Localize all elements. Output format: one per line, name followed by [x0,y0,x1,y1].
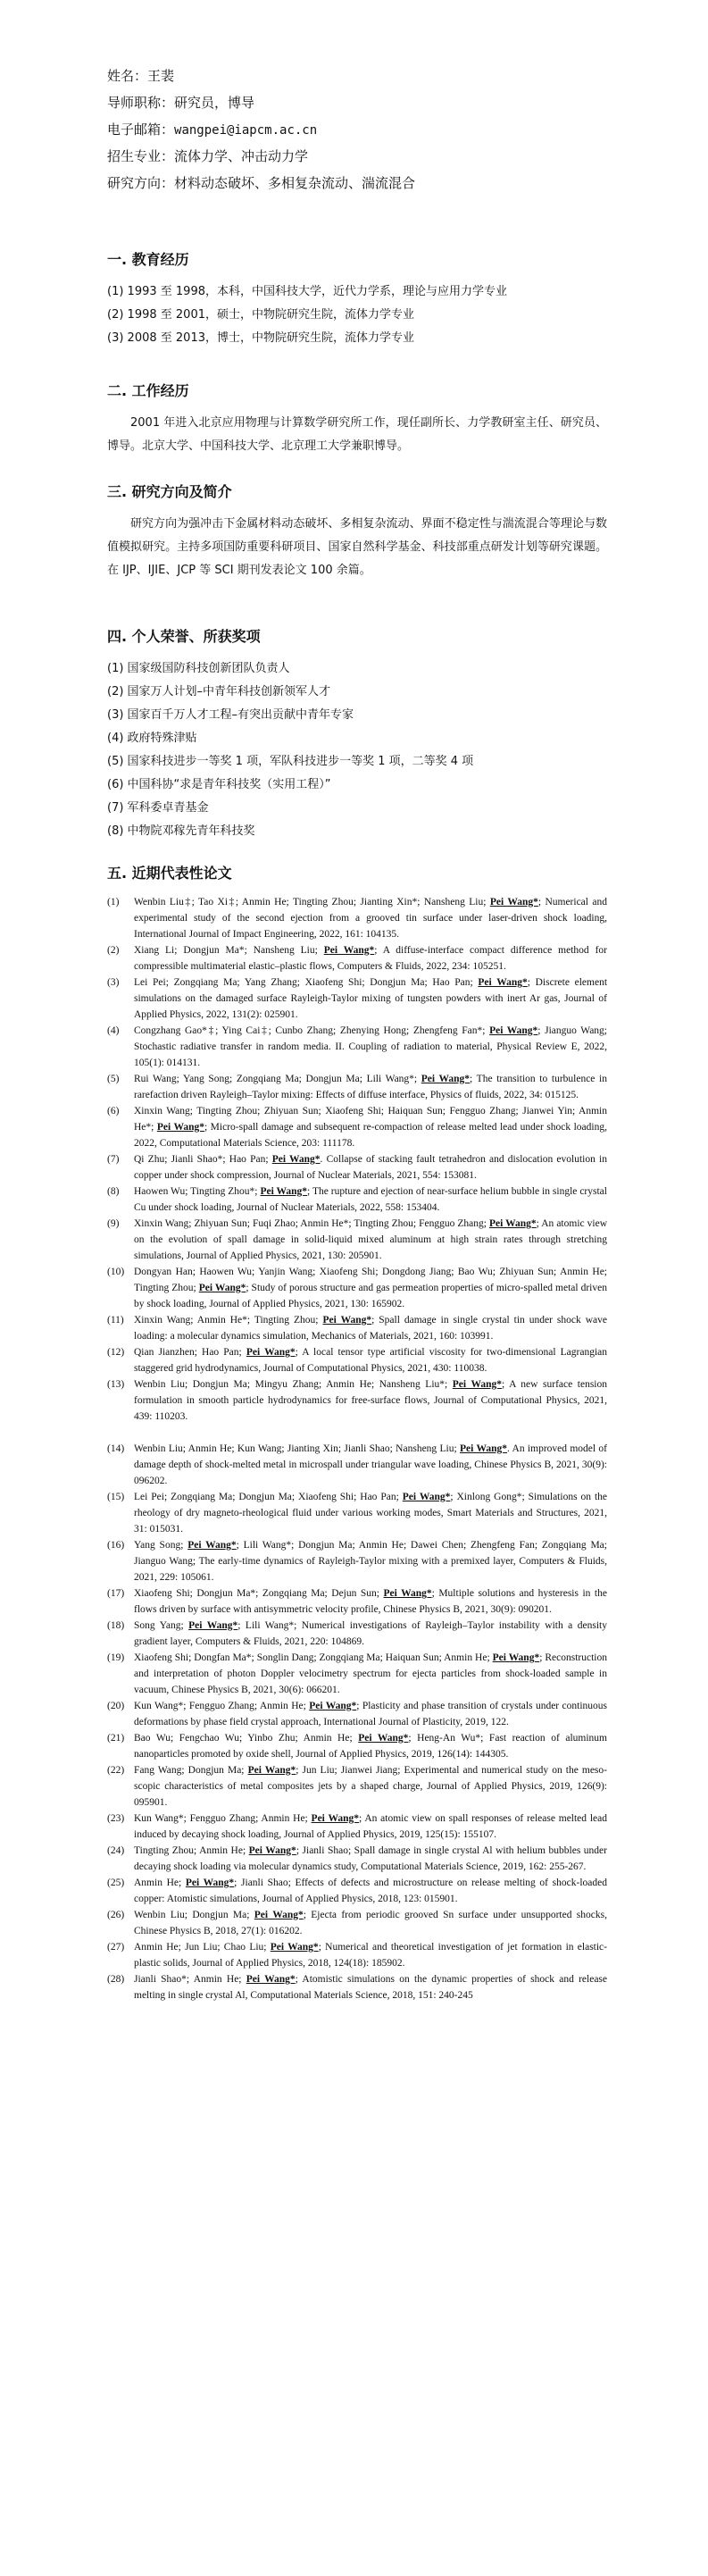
highlighted-author: Pei Wang* [489,897,538,907]
highlighted-author: Pei Wang* [358,1733,409,1744]
paper-details: ; Multiple solutions and hysteresis in the flows driven by surface with antisymmetric velocity profile, Chinese Physics B, 2021, 30(9): 090201. [134,1588,607,1615]
paper-details: ; An atomic view on spall responses of release melted lead induced by decaying shock loading, Journal of Applied Physics, 2019, 125(15): 155107. [134,1813,607,1840]
paper-citation [134,1344,607,1376]
paper-item [107,1151,607,1183]
honor-item: (7) 军科委卓青基金 [107,801,209,815]
paper-citation [134,974,607,1023]
education-item: (1) 1993 至 1998，本科，中国科技大学，近代力学系，理论与应用力学专业 [107,285,507,298]
paper-details: ; Plasticity and phase transition of crystals under continuous deformations by phase field crystal approach, International Journal of Plasticity, 2019, 122. [134,1701,607,1727]
research-text: 研究方向为强冲击下金属材料动态破坏、多相复杂流动、界面不稳定性与湍流混合等理论与数值模拟研究。主持多项国防重要科研项目、国家自然科学基金、科技部重点研发计划等研究课题。在 IJP、IJIE、JCP 等 SCI 期刊发表论文 100 余篇。 [107,517,607,577]
paper-item [107,1023,607,1071]
paper-details: . Collapse of stacking fault tetrahedron and dislocation evolution in copper under shock compression, Journal of Nuclear Materials, 2021, 554: 153081. [134,1154,607,1181]
profile-title: 导师职称：研究员，博导 [107,95,255,111]
paper-details: ; A local tensor type artificial viscosity for two-dimensional Lagrangian staggered grid hydrodynamics, Journal of Computational Physics, 2021, 430: 110038. [134,1347,607,1374]
paper-authors: Xinxin Wang; Tingting Zhou; Zhiyuan Sun; Xiaofeng Shi; Haiquan Sun; Fengguo Zhang; Jianwei Yin; Anmin He*; [134,1106,607,1133]
paper-item [107,1730,607,1762]
paper-item [107,1875,607,1907]
paper-item [107,1216,607,1264]
honor-item: (4) 政府特殊津贴 [107,732,197,745]
paper-details: ; Xinlong Gong*; Simulations on the rheology of dry magneto-rheological fluid under various working modes, Smart Materials and Structures, 2021, 31: 015031. [134,1492,608,1535]
paper-number: (14) [107,1443,125,1454]
paper-authors: Xiang Li; Dongjun Ma*; Nansheng Liu; [134,945,324,956]
paper-number: (7) [107,1154,120,1165]
paper-number: (17) [107,1588,125,1599]
research-title: 三. 研究方向及简介 [107,483,232,500]
paper-authors: Wenbin Liu; Dongjun Ma; Mingyu Zhang; Anmin He; Nansheng Liu*; [134,1379,453,1390]
papers-section [107,862,607,2003]
paper-number: (25) [107,1878,125,1888]
highlighted-author: Pei Wang* [311,1813,359,1824]
paper-item [107,1183,607,1216]
paper-item [107,1344,607,1376]
honor-item: (5) 国家科技进步一等奖 1 项，军队科技进步一等奖 1 项，二等奖 4 项 [107,755,474,768]
paper-details: ; Spall damage in single crystal tin under shock wave loading: a molecular dynamics simulation, Mechanics of Materials, 2021, 160: 103991. [134,1315,607,1342]
paper-item [107,1698,607,1730]
paper-number: (20) [107,1701,125,1711]
honor-item: (6) 中国科协“求是青年科技奖（实用工程）” [107,778,331,791]
paper-authors: Lei Pei; Zongqiang Ma; Dongjun Ma; Xiaofeng Shi; Hao Pan; [134,1492,403,1502]
highlighted-author: Pei Wang* [185,1878,235,1888]
paper-details: ; Reconstruction and interpretation of photon Doppler velocimetry spectrum for ejecta particles from shock-loaded sample in vacuum, Chinese Physics B, 2021, 30(6): 066201. [134,1652,607,1695]
paper-details: ; The transition to turbulence in rarefaction driven Rayleigh–Taylor mixing: Effects of diffuse interface, Physics of fluids, 2022, 34: 015125. [134,1074,607,1100]
highlighted-author: Pei Wang* [254,1910,304,1920]
paper-number: (19) [107,1652,125,1663]
paper-details: ; Lili Wang*; Numerical investigations of Rayleigh–Taylor instability with a density gradient layer, Computers & Fluids, 2021, 220: 104869. [134,1620,607,1647]
honor-item: (3) 国家百千万人才工程–有突出贡献中青年专家 [107,708,354,722]
highlighted-author: Pei Wang* [383,1588,432,1599]
paper-number: (6) [107,1106,120,1117]
honor-item: (2) 国家万人计划–中青年科技创新领军人才 [107,685,331,698]
paper-authors: Anmin He; [134,1878,186,1888]
paper-authors: Qi Zhu; Jianli Shao*; Hao Pan; [134,1154,272,1165]
profile-name: 姓名：王裴 [107,68,175,84]
paper-citation [134,1939,607,1971]
paper-details: ; Ejecta from periodic grooved Sn surface under unsupported shocks, Chinese Physics B, 2018, 27(1): 016202. [134,1910,607,1936]
paper-item [107,1618,607,1650]
paper-details: ; Numerical and experimental study of the second ejection from a grooved tin surface under laser-driven shock loading, International Journal of Impact Engineering, 2022, 161: 104135. [134,897,607,940]
paper-citation [134,1537,607,1585]
paper-citation [134,1811,607,1843]
paper-authors: Song Yang; [134,1620,189,1631]
paper-item [107,1103,607,1151]
paper-authors: Xinxin Wang; Anmin He*; Tingting Zhou; [134,1315,323,1326]
paper-citation [134,1103,607,1151]
paper-item [107,1489,607,1537]
paper-citation [134,1071,607,1103]
paper-number: (2) [107,945,120,956]
paper-details: ; A diffuse-interface compact difference method for compressible multimaterial elastic–plastic flows, Computers & Fluids, 2022, 234: 105251. [134,945,607,972]
paper-item [107,894,607,942]
paper-authors: Kun Wang*; Fengguo Zhang; Anmin He; [134,1701,310,1711]
paper-item [107,1971,607,2003]
highlighted-author: Pei Wang* [198,1283,246,1293]
paper-authors: Qian Jianzhen; Hao Pan; [134,1347,246,1358]
honor-item: (8) 中物院邓稼先青年科技奖 [107,824,255,838]
papers-list [107,894,607,2003]
paper-details: ; Jianli Shao; Spall damage in single crystal Al with helium bubbles under decaying shock loading via molecular dynamics study, Computational Materials Science, 2019, 162: 255-267. [134,1845,607,1872]
paper-citation [134,1762,607,1811]
highlighted-author: Pei Wang* [260,1186,308,1197]
paper-authors: Haowen Wu; Tingting Zhou*; [134,1186,261,1197]
paper-citation [134,1489,607,1537]
paper-item [107,1811,607,1843]
paper-authors: Xiaofeng Shi; Dongfan Ma*; Songlin Dang; Zongqiang Ma; Haiquan Sun; Anmin He; [134,1652,493,1663]
education-item: (2) 1998 至 2001，硕士，中物院研究生院，流体力学专业 [107,308,414,322]
highlighted-author: Pei Wang* [492,1652,540,1663]
paper-item [107,1585,607,1618]
work-title: 二. 工作经历 [107,382,189,399]
paper-item [107,974,607,1023]
paper-details: ; Heng-An Wu*; Fast reaction of aluminum nanoparticles promoted by oxide shell, Journal of Applied Physics, 2019, 126(14): 144305. [134,1733,607,1760]
paper-citation [134,1585,607,1618]
highlighted-author: Pei Wang* [402,1492,451,1502]
paper-citation [134,1971,607,2003]
paper-citation [134,894,607,942]
paper-item [107,942,607,974]
paper-citation [134,1875,607,1907]
highlighted-author: Pei Wang* [246,1347,296,1358]
highlighted-author: Pei Wang* [271,1154,321,1165]
paper-citation [134,1618,607,1650]
paper-number: (4) [107,1025,120,1036]
paper-details: ; A new surface tension formulation in smooth particle hydrodynamics for free-surface flows, Journal of Computational Physics, 2021, 439: 110203. [134,1379,607,1422]
paper-item [107,1441,607,1489]
paper-citation [134,1183,607,1216]
highlighted-author: Pei Wang* [323,945,375,956]
highlighted-author: Pei Wang* [460,1443,507,1454]
paper-number: (3) [107,977,120,988]
work-text: 2001 年进入北京应用物理与计算数学研究所工作，现任副所长、力学教研室主任、研究员、博导。北京大学、中国科技大学、北京理工大学兼职博导。 [107,416,607,453]
profile-research: 研究方向：材料动态破坏、多相复杂流动、湍流混合 [107,175,416,191]
education-section [107,248,607,350]
paper-number: (12) [107,1347,125,1358]
paper-authors: Lei Pei; Zongqiang Ma; Yang Zhang; Xiaofeng Shi; Dongjun Ma; Hao Pan; [134,977,479,988]
paper-number: (11) [107,1315,124,1326]
paper-details: ; Atomistic simulations on the dynamic properties of shock and release melting in single crystal Al, Computational Materials Science, 2018, 151: 240-245 [134,1974,607,2001]
highlighted-author: Pei Wang* [248,1845,296,1856]
paper-item [107,1650,607,1698]
paper-number: (26) [107,1910,125,1920]
paper-authors: Fang Wang; Dongjun Ma; [134,1765,248,1776]
highlighted-author: Pei Wang* [309,1701,357,1711]
paper-citation [134,942,607,974]
education-item: (3) 2008 至 2013，博士，中物院研究生院，流体力学专业 [107,331,414,345]
profile-block [107,63,643,197]
paper-citation [134,1698,607,1730]
paper-number: (15) [107,1492,125,1502]
paper-details: ; Lili Wang*; Dongjun Ma; Anmin He; Dawei Chen; Zhengfeng Fan; Zongqiang Ma; Jianguo Wang; The early-time dynamics of Rayleigh-Taylor mixing with a premixed layer, Computers & Fluids, 2021, 229: 105061. [134,1540,607,1583]
paper-details: ; Study of porous structure and gas permeation properties of micro-spalled metal driven by shock loading, Journal of Applied Physics, 2021, 130: 165902. [134,1283,607,1309]
paper-details: ; Jianguo Wang; Stochastic radiative transfer in random media. II. Coupling of radiation to material, Physical Review E, 2022, 105(1): 014131. [134,1025,607,1068]
paper-item [107,1907,607,1939]
highlighted-author: Pei Wang* [452,1379,502,1390]
paper-number: (21) [107,1733,125,1744]
research-section [107,481,607,582]
paper-citation [134,1907,607,1939]
paper-details: ; Discrete element simulations on the damaged surface Rayleigh-Taylor mixing of tungsten powders with inert Ar gas, Journal of Applied Physics, 2022, 131(2): 025901. [134,977,608,1020]
highlighted-author: Pei Wang* [489,1025,538,1036]
paper-citation [134,1312,607,1344]
paper-item [107,1376,607,1425]
highlighted-author: Pei Wang* [156,1122,204,1133]
profile-major: 招生专业：流体力学、冲击动力学 [107,148,309,164]
paper-number: (18) [107,1620,125,1631]
papers-spacer [107,1425,607,1441]
paper-item [107,1537,607,1585]
paper-item [107,1264,607,1312]
paper-number: (9) [107,1218,120,1229]
paper-number: (10) [107,1267,125,1277]
paper-number: (27) [107,1942,125,1953]
paper-authors: Wenbin Liu; Anmin He; Kun Wang; Jianting Xin; Jianli Shao; Nansheng Liu; [134,1443,460,1454]
paper-item [107,1762,607,1811]
highlighted-author: Pei Wang* [322,1315,372,1326]
paper-number: (23) [107,1813,125,1824]
paper-details: ; Jianli Shao; Effects of defects and microstructure on release melting of shock-loaded copper: Atomistic simulations, Journal of Applied Physics, 2018, 123: 015901. [134,1878,607,1904]
paper-authors: Wenbin Liu‡; Tao Xi‡; Anmin He; Tingting Zhou; Jianting Xin*; Nansheng Liu; [134,897,490,907]
honors-section [107,625,607,843]
paper-item [107,1939,607,1971]
paper-number: (8) [107,1186,120,1197]
paper-number: (5) [107,1074,120,1084]
paper-citation [134,1216,607,1264]
paper-authors: Yang Song; [134,1540,188,1551]
highlighted-author: Pei Wang* [188,1620,238,1631]
paper-item [107,1071,607,1103]
paper-number: (13) [107,1379,125,1390]
paper-details: ; Micro-spall damage and subsequent re-compaction of release melted lead under shock loading, 2022, Computational Materials Science, 203: 111178. [134,1122,607,1149]
paper-authors: Xiaofeng Shi; Dongjun Ma*; Zongqiang Ma; Dejun Sun; [134,1588,384,1599]
paper-item [107,1312,607,1344]
paper-number: (28) [107,1974,125,1985]
paper-number: (22) [107,1765,125,1776]
paper-item [107,1843,607,1875]
education-title: 一. 教育经历 [107,251,189,268]
paper-authors: Wenbin Liu; Dongjun Ma; [134,1910,254,1920]
email-address[interactable]: wangpei@iapcm.ac.cn [174,123,318,138]
paper-citation [134,1650,607,1698]
highlighted-author: Pei Wang* [478,977,528,988]
paper-details: ; Jun Liu; Jianwei Jiang; Experimental and numerical study on the meso-scopic characteristics of metal composites jets by a shaped charge, Journal of Applied Physics, 2019, 126(9): 095901. [134,1765,607,1808]
papers-title: 五. 近期代表性论文 [107,865,232,882]
paper-citation [134,1441,607,1489]
highlighted-author: Pei Wang* [247,1765,296,1776]
highlighted-author: Pei Wang* [421,1074,471,1084]
paper-citation [134,1843,607,1875]
paper-citation [134,1264,607,1312]
highlighted-author: Pei Wang* [187,1540,237,1551]
paper-authors: Bao Wu; Fengchao Wu; Yinbo Zhu; Anmin He; [134,1733,359,1744]
paper-authors: Congzhang Gao*‡; Ying Cai‡; Cunbo Zhang; Zhenying Hong; Zhengfeng Fan*; [134,1025,490,1036]
paper-citation [134,1376,607,1425]
highlighted-author: Pei Wang* [270,1942,319,1953]
paper-number: (24) [107,1845,125,1856]
paper-authors: Kun Wang*; Fengguo Zhang; Anmin He; [134,1813,312,1824]
paper-number: (1) [107,897,120,907]
paper-details: ; Numerical and theoretical investigation of jet formation in elastic-plastic solids, Journal of Applied Physics, 2018, 124(18): 185902. [134,1942,607,1969]
paper-authors: Jianli Shao*; Anmin He; [134,1974,246,1985]
work-section [107,380,607,458]
paper-number: (16) [107,1540,125,1551]
paper-citation [134,1730,607,1762]
highlighted-author: Pei Wang* [489,1218,537,1229]
highlighted-author: Pei Wang* [246,1974,296,1985]
paper-authors: Anmin He; Jun Liu; Chao Liu; [134,1942,271,1953]
paper-authors: Xinxin Wang; Zhiyuan Sun; Fuqi Zhao; Anmin He*; Tingting Zhou; Fengguo Zhang; [134,1218,490,1229]
paper-citation [134,1023,607,1071]
paper-details: . An improved model of damage depth of shock-melted metal in microspall under triangular wave loading, Chinese Physics B, 2021, 30(9): 096202. [134,1443,607,1486]
paper-details: ; The rupture and ejection of near-surface helium bubble in single crystal Cu under shock loading, Journal of Nuclear Materials, 2022, 558: 153404. [134,1186,607,1213]
paper-authors: Dongyan Han; Haowen Wu; Yanjin Wang; Xiaofeng Shi; Dongdong Jiang; Bao Wu; Zhiyuan Sun; Anmin He; Tingting Zhou; [134,1267,607,1293]
paper-authors: Tingting Zhou; Anmin He; [134,1845,249,1856]
honors-title: 四. 个人荣誉、所获奖项 [107,628,261,645]
paper-authors: Rui Wang; Yang Song; Zongqiang Ma; Dongjun Ma; Lili Wang*; [134,1074,421,1084]
paper-details: ; An atomic view on the evolution of spall damage in solid-liquid mixed aluminum at high strain rates through stretching simulations, Journal of Applied Physics, 2021, 130: 205901. [134,1218,607,1261]
honor-item: (1) 国家级国防科技创新团队负责人 [107,662,290,675]
paper-citation [134,1151,607,1183]
profile-email: 电子邮箱：wangpei@iapcm.ac.cn [107,121,318,138]
